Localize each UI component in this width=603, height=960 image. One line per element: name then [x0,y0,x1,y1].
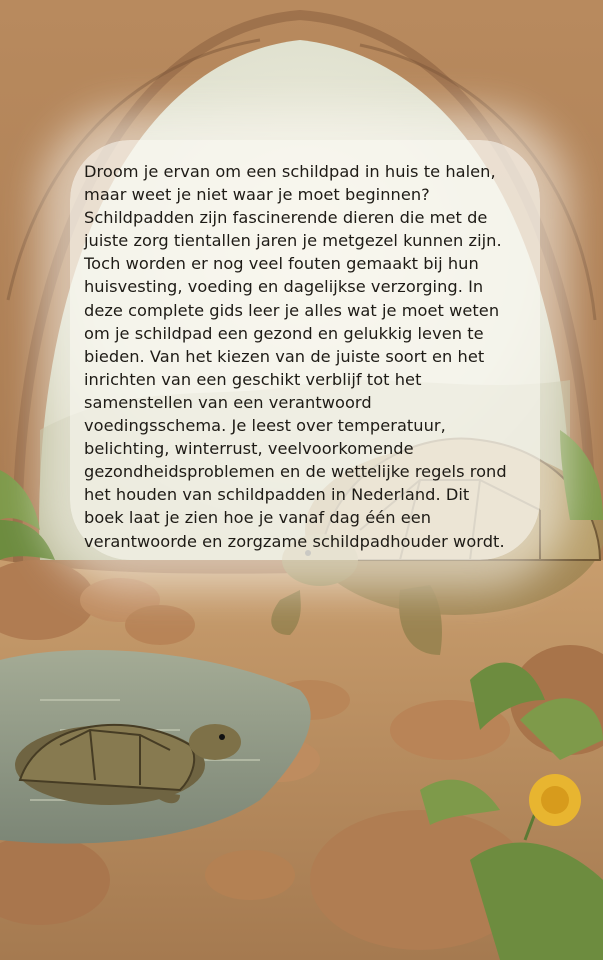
dandelion-flower [529,774,581,826]
blurb-line: boek laat je zien hoe je vanaf dag één een [84,508,432,528]
blurb-line: Toch worden er nog veel fouten gemaakt bij hun [84,254,479,274]
back-cover-blurb [84,160,534,553]
blurb-line: maar weet je niet waar je moet beginnen? [84,185,430,205]
blurb-line: Schildpadden zijn fascinerende dieren die met de [84,208,488,228]
blurb-line: bieden. Van het kiezen van de juiste soort en het [84,346,485,366]
blurb-line: belichting, winterrust, veelvoorkomende [84,439,414,459]
blurb-line: samenstellen van een verantwoord [84,392,372,412]
blurb-line: Droom je ervan om een schildpad in huis te halen, [84,162,496,181]
blurb-line: juiste zorg tientallen jaren je metgezel kunnen zijn. [84,231,502,251]
blurb-line: huisvesting, voeding en dagelijkse verzorging. In [84,277,484,297]
rock [125,605,195,645]
blurb-line: voedingsschema. Je leest over temperatuur, [84,416,446,436]
blurb-line: verantwoorde en zorgzame schildpadhouder wordt. [84,531,505,551]
blurb-line: gezondheidsproblemen en de wettelijke regels rond [84,462,507,482]
blurb-line: deze complete gids leer je alles wat je moet weten [84,300,500,320]
blurb-line: inrichten van een geschikt verblijf tot het [84,369,422,389]
rock [205,850,295,900]
blurb-line: het houden van schildpadden in Nederland. Dit [84,485,470,505]
blurb-line: om je schildpad een gezond en gelukkig leven te [84,323,484,343]
